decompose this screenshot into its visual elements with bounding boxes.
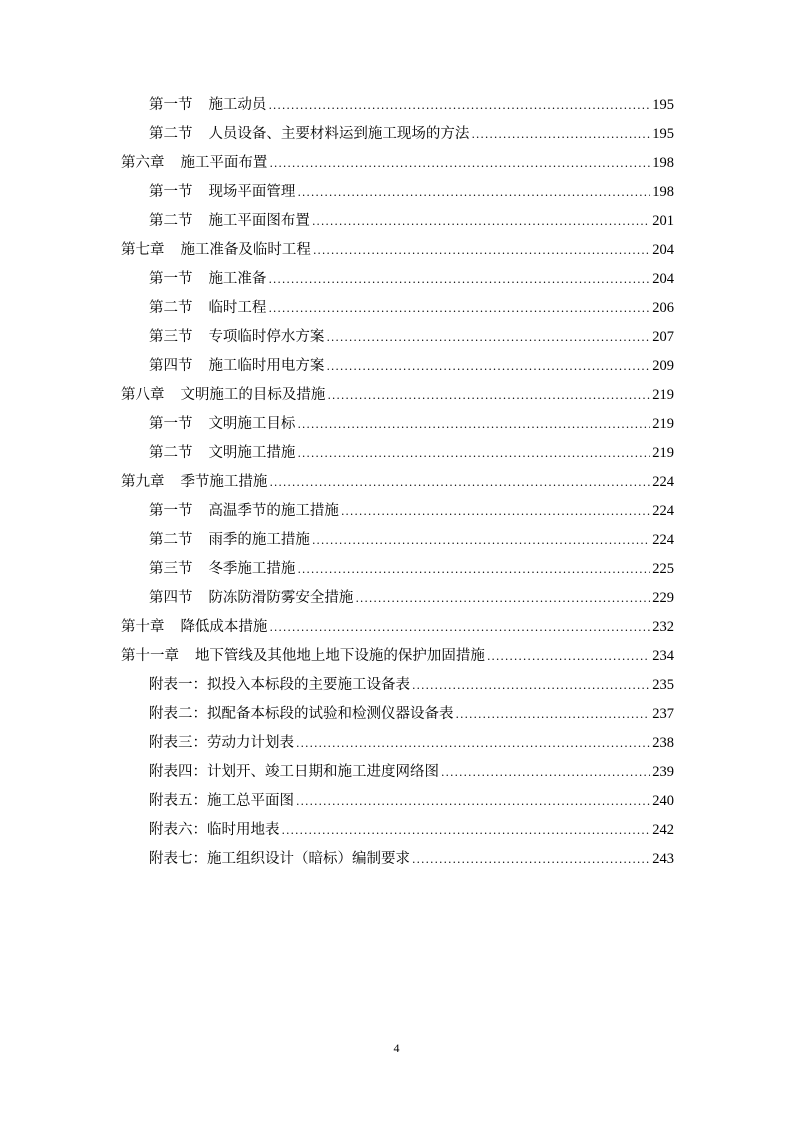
- toc-entry-title: 施工临时用电方案: [208, 358, 325, 374]
- toc-entry-page: 201: [652, 213, 674, 229]
- toc-appendix-entry[interactable]: [121, 671, 674, 700]
- toc-entry-title: 附表五：施工总平面图: [149, 793, 294, 809]
- toc-dot-leader: [269, 468, 650, 497]
- toc-entry-label: 第十章: [121, 619, 165, 635]
- toc-entry-title: 附表六：临时用地表: [149, 822, 280, 838]
- toc-entry-title: 文明施工的目标及措施: [180, 387, 326, 403]
- toc-entry-page: 224: [652, 503, 674, 519]
- toc-entry-page: 234: [652, 648, 674, 664]
- toc-entry-label: 第二节: [149, 213, 193, 229]
- toc-entry-label: 第四节: [149, 358, 193, 374]
- toc-entry-title: 附表三：劳动力计划表: [149, 735, 294, 751]
- toc-dot-leader: [269, 149, 650, 178]
- toc-dot-leader: [412, 845, 650, 874]
- toc-dot-leader: [441, 758, 650, 787]
- toc-entry-label: 第一节: [149, 503, 193, 519]
- toc-dot-leader: [297, 178, 650, 207]
- toc-section-entry[interactable]: [121, 352, 674, 381]
- toc-dot-leader: [412, 671, 650, 700]
- toc-dot-leader: [471, 120, 650, 149]
- toc-entry-page: 198: [652, 155, 674, 171]
- toc-appendix-entry[interactable]: [121, 816, 674, 845]
- toc-entry-page: 232: [652, 619, 674, 635]
- toc-entry-label: 第一节: [149, 184, 193, 200]
- toc-entry-label: 第三节: [149, 561, 193, 577]
- toc-section-entry[interactable]: [121, 207, 674, 236]
- toc-dot-leader: [456, 700, 651, 729]
- toc-section-entry[interactable]: [121, 323, 674, 352]
- toc-entry-page: 198: [652, 184, 674, 200]
- page-number: 4: [393, 1041, 400, 1055]
- toc-section-entry[interactable]: [121, 120, 674, 149]
- toc-entry-title: 附表四：计划开、竣工日期和施工进度网络图: [149, 764, 439, 780]
- toc-dot-leader: [268, 265, 650, 294]
- toc-dot-leader: [326, 352, 650, 381]
- toc-chapter-entry[interactable]: [121, 381, 674, 410]
- toc-entry-title: 施工动员: [208, 97, 267, 113]
- toc-entry-title: 附表二：拟配备本标段的试验和检测仪器设备表: [149, 706, 454, 722]
- toc-entry-label: 第一节: [149, 271, 193, 287]
- toc-entry-page: 243: [652, 851, 674, 867]
- toc-entry-page: 242: [652, 822, 674, 838]
- toc-dot-leader: [326, 323, 650, 352]
- toc-entry-title: 季节施工措施: [180, 474, 268, 490]
- toc-entry-label: 第六章: [121, 155, 165, 171]
- toc-dot-leader: [297, 439, 650, 468]
- toc-appendix-entry[interactable]: [121, 729, 674, 758]
- toc-dot-leader: [268, 294, 650, 323]
- toc-entry-label: 第二节: [149, 300, 193, 316]
- toc-entry-title: 高温季节的施工措施: [208, 503, 339, 519]
- toc-entry-label: 第三节: [149, 329, 193, 345]
- toc-entry-page: 195: [652, 126, 674, 142]
- toc-appendix-entry[interactable]: [121, 700, 674, 729]
- toc-entry-title: 文明施工措施: [208, 445, 296, 461]
- toc-entry-title: 施工平面布置: [180, 155, 268, 171]
- toc-chapter-entry[interactable]: [121, 236, 674, 265]
- toc-dot-leader: [355, 584, 650, 613]
- toc-entry-page: 235: [652, 677, 674, 693]
- toc-entry-label: 第二节: [149, 532, 193, 548]
- toc-entry-label: 第一节: [149, 97, 193, 113]
- toc-chapter-entry[interactable]: [121, 149, 674, 178]
- table-of-contents: [121, 91, 674, 874]
- toc-entry-page: 219: [652, 445, 674, 461]
- toc-entry-title: 施工准备及临时工程: [180, 242, 311, 258]
- toc-entry-title: 专项临时停水方案: [208, 329, 325, 345]
- toc-appendix-entry[interactable]: [121, 758, 674, 787]
- toc-entry-title: 附表七：施工组织设计（暗标）编制要求: [149, 851, 410, 867]
- toc-entry-page: 237: [652, 706, 674, 722]
- toc-entry-page: 224: [652, 474, 674, 490]
- toc-entry-title: 文明施工目标: [208, 416, 296, 432]
- toc-entry-page: 240: [652, 793, 674, 809]
- toc-entry-page: 225: [652, 561, 674, 577]
- toc-entry-page: 195: [652, 97, 674, 113]
- toc-dot-leader: [297, 555, 650, 584]
- toc-dot-leader: [313, 236, 650, 265]
- toc-section-entry[interactable]: [121, 410, 674, 439]
- toc-entry-page: 206: [652, 300, 674, 316]
- toc-appendix-entry[interactable]: [121, 787, 674, 816]
- toc-section-entry[interactable]: [121, 265, 674, 294]
- toc-entry-page: 238: [652, 735, 674, 751]
- toc-entry-title: 冬季施工措施: [208, 561, 296, 577]
- toc-section-entry[interactable]: [121, 526, 674, 555]
- toc-entry-page: 229: [652, 590, 674, 606]
- toc-dot-leader: [312, 526, 650, 555]
- toc-entry-title: 雨季的施工措施: [208, 532, 310, 548]
- toc-entry-label: 第七章: [121, 242, 165, 258]
- toc-dot-leader: [296, 729, 650, 758]
- toc-chapter-entry[interactable]: [121, 613, 674, 642]
- toc-entry-page: 207: [652, 329, 674, 345]
- toc-section-entry[interactable]: [121, 584, 674, 613]
- toc-section-entry[interactable]: [121, 439, 674, 468]
- toc-entry-page: 239: [652, 764, 674, 780]
- toc-entry-label: 第二节: [149, 126, 193, 142]
- toc-section-entry[interactable]: [121, 555, 674, 584]
- toc-entry-title: 降低成本措施: [180, 619, 268, 635]
- toc-entry-title: 施工准备: [208, 271, 267, 287]
- toc-entry-label: 第四节: [149, 590, 193, 606]
- toc-entry-label: 第九章: [121, 474, 165, 490]
- toc-entry-page: 204: [652, 242, 674, 258]
- toc-dot-leader: [487, 642, 650, 671]
- toc-entry-page: 224: [652, 532, 674, 548]
- toc-entry-title: 人员设备、主要材料运到施工现场的方法: [208, 126, 470, 142]
- toc-dot-leader: [341, 497, 650, 526]
- toc-appendix-entry[interactable]: [121, 845, 674, 874]
- toc-dot-leader: [327, 381, 650, 410]
- toc-chapter-entry[interactable]: [121, 468, 674, 497]
- toc-section-entry[interactable]: [121, 497, 674, 526]
- toc-dot-leader: [312, 207, 650, 236]
- toc-dot-leader: [282, 816, 651, 845]
- toc-entry-label: 第八章: [121, 387, 165, 403]
- toc-entry-page: 204: [652, 271, 674, 287]
- toc-section-entry[interactable]: [121, 91, 674, 120]
- toc-entry-title: 现场平面管理: [208, 184, 296, 200]
- toc-entry-page: 219: [652, 387, 674, 403]
- toc-entry-title: 附表一：拟投入本标段的主要施工设备表: [149, 677, 410, 693]
- toc-entry-title: 防冻防滑防雾安全措施: [208, 590, 354, 606]
- toc-section-entry[interactable]: [121, 178, 674, 207]
- toc-dot-leader: [297, 410, 650, 439]
- toc-dot-leader: [268, 91, 650, 120]
- toc-chapter-entry[interactable]: [121, 642, 674, 671]
- toc-entry-title: 地下管线及其他地上地下设施的保护加固措施: [194, 648, 485, 664]
- toc-entry-title: 临时工程: [208, 300, 267, 316]
- toc-entry-page: 219: [652, 416, 674, 432]
- toc-entry-title: 施工平面图布置: [208, 213, 310, 229]
- toc-entry-page: 209: [652, 358, 674, 374]
- toc-section-entry[interactable]: [121, 294, 674, 323]
- toc-entry-label: 第十一章: [121, 648, 179, 664]
- toc-entry-label: 第一节: [149, 416, 193, 432]
- toc-dot-leader: [269, 613, 650, 642]
- toc-dot-leader: [296, 787, 650, 816]
- toc-entry-label: 第二节: [149, 445, 193, 461]
